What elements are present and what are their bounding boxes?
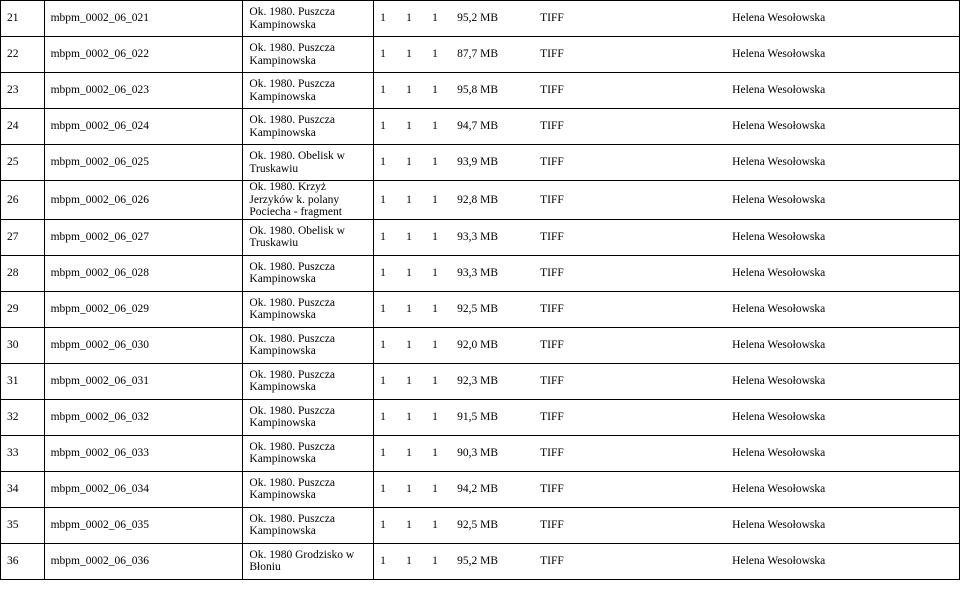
count-a: 1 [380, 84, 386, 97]
description-cell: Ok. 1980. Obelisk w Truskawiu [243, 145, 374, 181]
table-row [1, 327, 960, 363]
details-cell [374, 73, 960, 109]
count-b: 1 [406, 482, 412, 495]
author: Helena Wesołowska [732, 410, 826, 423]
count-b: 1 [406, 410, 412, 423]
count-b: 1 [406, 338, 412, 351]
author: Helena Wesołowska [732, 156, 826, 169]
signature-cell: mbpm_0002_06_023 [44, 73, 243, 109]
table-row [1, 399, 960, 435]
count-c: 1 [432, 446, 438, 459]
details-cell [374, 399, 960, 435]
file-format: TIFF [540, 374, 564, 387]
details-cell [374, 471, 960, 507]
count-a: 1 [380, 230, 386, 243]
count-a: 1 [380, 374, 386, 387]
file-size: 93,3 MB [457, 266, 499, 279]
table-row [1, 1, 960, 37]
row-number: 31 [1, 363, 45, 399]
description-cell: Ok. 1980. Puszcza Kampinowska [243, 73, 374, 109]
row-number: 27 [1, 219, 45, 255]
author: Helena Wesołowska [732, 374, 826, 387]
table-row [1, 37, 960, 73]
details-cell [374, 435, 960, 471]
file-size: 87,7 MB [457, 48, 499, 61]
file-size: 94,2 MB [457, 482, 499, 495]
author: Helena Wesołowska [732, 230, 826, 243]
count-a: 1 [380, 410, 386, 423]
count-a: 1 [380, 48, 386, 61]
count-c: 1 [432, 48, 438, 61]
description-cell: Ok. 1980. Puszcza Kampinowska [243, 255, 374, 291]
row-number: 26 [1, 181, 45, 220]
details-cell [374, 1, 960, 37]
signature-cell: mbpm_0002_06_034 [44, 471, 243, 507]
file-size: 93,3 MB [457, 230, 499, 243]
signature-cell: mbpm_0002_06_035 [44, 507, 243, 543]
count-c: 1 [432, 266, 438, 279]
description-cell: Ok. 1980. Puszcza Kampinowska [243, 1, 374, 37]
count-b: 1 [406, 446, 412, 459]
table-row [1, 109, 960, 145]
details-cell [374, 255, 960, 291]
table-row [1, 435, 960, 471]
table-row [1, 219, 960, 255]
file-format: TIFF [540, 518, 564, 531]
details-cell [374, 291, 960, 327]
signature-cell: mbpm_0002_06_022 [44, 37, 243, 73]
signature-cell: mbpm_0002_06_036 [44, 543, 243, 579]
author: Helena Wesołowska [732, 482, 826, 495]
file-size: 95,2 MB [457, 12, 499, 25]
author: Helena Wesołowska [732, 338, 826, 351]
table-row [1, 255, 960, 291]
details-cell [374, 145, 960, 181]
signature-cell: mbpm_0002_06_029 [44, 291, 243, 327]
row-number: 25 [1, 145, 45, 181]
signature-cell: mbpm_0002_06_031 [44, 363, 243, 399]
details-cell [374, 109, 960, 145]
count-c: 1 [432, 302, 438, 315]
table-row [1, 471, 960, 507]
count-c: 1 [432, 84, 438, 97]
file-size: 90,3 MB [457, 446, 499, 459]
row-number: 21 [1, 1, 45, 37]
row-number: 34 [1, 471, 45, 507]
file-format: TIFF [540, 120, 564, 133]
file-format: TIFF [540, 156, 564, 169]
author: Helena Wesołowska [732, 266, 826, 279]
row-number: 32 [1, 399, 45, 435]
signature-cell: mbpm_0002_06_028 [44, 255, 243, 291]
count-b: 1 [406, 554, 412, 567]
records-table-body [1, 1, 960, 580]
file-format: TIFF [540, 410, 564, 423]
count-a: 1 [380, 193, 386, 206]
file-size: 94,7 MB [457, 120, 499, 133]
file-size: 95,2 MB [457, 554, 499, 567]
details-cell [374, 543, 960, 579]
file-size: 92,0 MB [457, 338, 499, 351]
signature-cell: mbpm_0002_06_026 [44, 181, 243, 220]
details-cell [374, 219, 960, 255]
count-a: 1 [380, 12, 386, 25]
details-cell [374, 327, 960, 363]
description-cell: Ok. 1980. Puszcza Kampinowska [243, 399, 374, 435]
count-c: 1 [432, 193, 438, 206]
details-cell [374, 181, 960, 220]
count-c: 1 [432, 410, 438, 423]
file-format: TIFF [540, 554, 564, 567]
description-cell: Ok. 1980. Puszcza Kampinowska [243, 327, 374, 363]
table-row [1, 291, 960, 327]
row-number: 33 [1, 435, 45, 471]
row-number: 28 [1, 255, 45, 291]
description-cell: Ok. 1980. Puszcza Kampinowska [243, 507, 374, 543]
signature-cell: mbpm_0002_06_024 [44, 109, 243, 145]
row-number: 35 [1, 507, 45, 543]
description-cell: Ok. 1980. Puszcza Kampinowska [243, 37, 374, 73]
file-size: 92,5 MB [457, 302, 499, 315]
row-number: 36 [1, 543, 45, 579]
count-b: 1 [406, 518, 412, 531]
description-cell: Ok. 1980. Puszcza Kampinowska [243, 109, 374, 145]
count-c: 1 [432, 518, 438, 531]
count-a: 1 [380, 266, 386, 279]
count-b: 1 [406, 84, 412, 97]
count-a: 1 [380, 120, 386, 133]
count-b: 1 [406, 266, 412, 279]
file-format: TIFF [540, 230, 564, 243]
count-a: 1 [380, 554, 386, 567]
count-b: 1 [406, 230, 412, 243]
count-a: 1 [380, 482, 386, 495]
count-a: 1 [380, 338, 386, 351]
count-c: 1 [432, 374, 438, 387]
count-b: 1 [406, 302, 412, 315]
details-cell [374, 37, 960, 73]
count-b: 1 [406, 48, 412, 61]
row-number: 30 [1, 327, 45, 363]
description-cell: Ok. 1980. Puszcza Kampinowska [243, 435, 374, 471]
signature-cell: mbpm_0002_06_030 [44, 327, 243, 363]
file-size: 92,5 MB [457, 518, 499, 531]
description-cell: Ok. 1980. Obelisk w Truskawiu [243, 219, 374, 255]
table-row [1, 363, 960, 399]
signature-cell: mbpm_0002_06_027 [44, 219, 243, 255]
count-b: 1 [406, 120, 412, 133]
author: Helena Wesołowska [732, 120, 826, 133]
file-size: 91,5 MB [457, 410, 499, 423]
author: Helena Wesołowska [732, 302, 826, 315]
file-format: TIFF [540, 84, 564, 97]
count-c: 1 [432, 338, 438, 351]
table-row [1, 507, 960, 543]
count-b: 1 [406, 156, 412, 169]
table-row [1, 73, 960, 109]
file-size: 92,8 MB [457, 193, 499, 206]
description-cell: Ok. 1980. Puszcza Kampinowska [243, 363, 374, 399]
count-b: 1 [406, 12, 412, 25]
signature-cell: mbpm_0002_06_033 [44, 435, 243, 471]
count-b: 1 [406, 374, 412, 387]
file-format: TIFF [540, 266, 564, 279]
count-a: 1 [380, 446, 386, 459]
count-c: 1 [432, 554, 438, 567]
signature-cell: mbpm_0002_06_021 [44, 1, 243, 37]
signature-cell: mbpm_0002_06_032 [44, 399, 243, 435]
count-c: 1 [432, 120, 438, 133]
count-b: 1 [406, 193, 412, 206]
file-format: TIFF [540, 48, 564, 61]
count-a: 1 [380, 518, 386, 531]
description-cell: Ok. 1980. Puszcza Kampinowska [243, 291, 374, 327]
description-cell: Ok. 1980 Grodzisko w Błoniu [243, 543, 374, 579]
file-format: TIFF [540, 302, 564, 315]
author: Helena Wesołowska [732, 446, 826, 459]
file-format: TIFF [540, 193, 564, 206]
description-cell: Ok. 1980. Krzyż Jerzyków k. polany Pociecha - fragment [243, 181, 374, 220]
file-format: TIFF [540, 12, 564, 25]
count-c: 1 [432, 482, 438, 495]
details-cell [374, 363, 960, 399]
table-row [1, 543, 960, 579]
author: Helena Wesołowska [732, 48, 826, 61]
file-size: 93,9 MB [457, 156, 499, 169]
author: Helena Wesołowska [732, 193, 826, 206]
author: Helena Wesołowska [732, 84, 826, 97]
file-size: 92,3 MB [457, 374, 499, 387]
row-number: 29 [1, 291, 45, 327]
count-a: 1 [380, 302, 386, 315]
description-cell: Ok. 1980. Puszcza Kampinowska [243, 471, 374, 507]
file-format: TIFF [540, 482, 564, 495]
row-number: 24 [1, 109, 45, 145]
file-format: TIFF [540, 446, 564, 459]
table-row [1, 181, 960, 220]
count-a: 1 [380, 156, 386, 169]
row-number: 22 [1, 37, 45, 73]
count-c: 1 [432, 230, 438, 243]
row-number: 23 [1, 73, 45, 109]
table-row [1, 145, 960, 181]
details-cell [374, 507, 960, 543]
file-size: 95,8 MB [457, 84, 499, 97]
author: Helena Wesołowska [732, 12, 826, 25]
author: Helena Wesołowska [732, 518, 826, 531]
count-c: 1 [432, 156, 438, 169]
author: Helena Wesołowska [732, 554, 826, 567]
count-c: 1 [432, 12, 438, 25]
file-format: TIFF [540, 338, 564, 351]
signature-cell: mbpm_0002_06_025 [44, 145, 243, 181]
